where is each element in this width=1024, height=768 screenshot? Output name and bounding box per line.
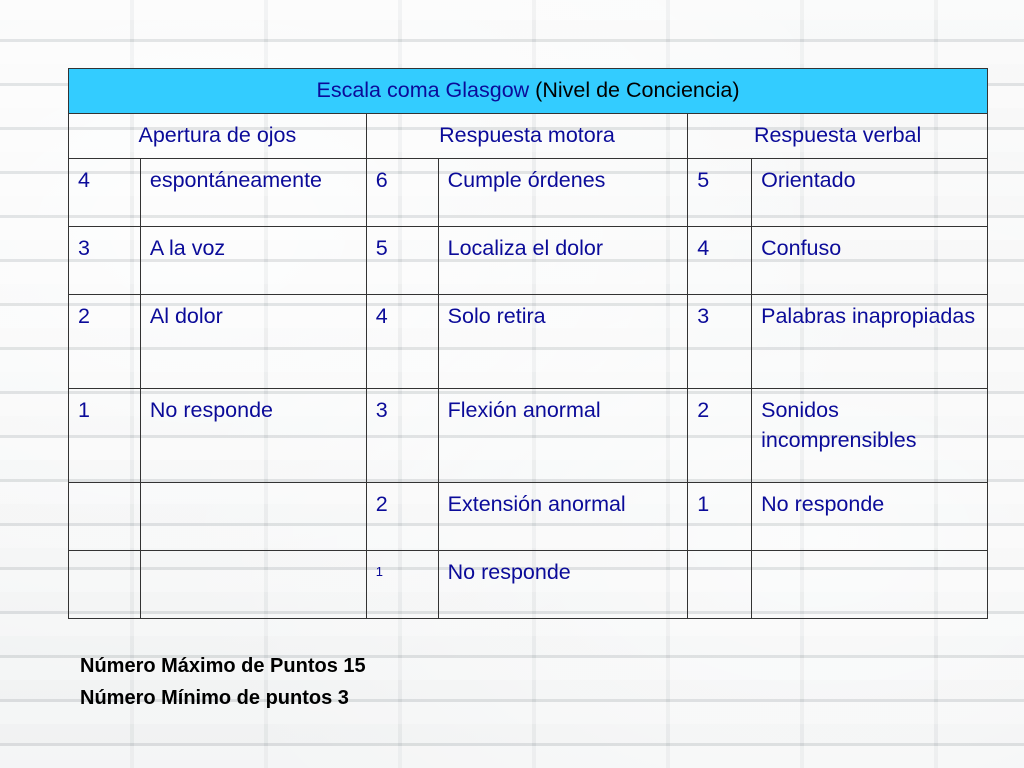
verbal-label: Sonidos incomprensibles	[752, 389, 988, 483]
table-title-main: Escala coma Glasgow	[316, 78, 530, 102]
motor-score: 2	[366, 483, 438, 551]
verbal-label	[752, 551, 988, 619]
eye-label: A la voz	[140, 227, 366, 295]
verbal-label: No responde	[752, 483, 988, 551]
table-row	[69, 159, 988, 227]
motor-score: 1	[366, 551, 438, 619]
table-row	[69, 389, 988, 483]
eye-score	[69, 551, 141, 619]
eye-label: Al dolor	[140, 295, 366, 389]
verbal-score: 1	[688, 483, 752, 551]
motor-score: 4	[366, 295, 438, 389]
motor-label: Cumple órdenes	[438, 159, 688, 227]
verbal-score: 5	[688, 159, 752, 227]
table-title	[69, 69, 988, 114]
motor-score: 6	[366, 159, 438, 227]
motor-label: Localiza el dolor	[438, 227, 688, 295]
score-summary	[80, 650, 366, 714]
verbal-score: 2	[688, 389, 752, 483]
verbal-score	[688, 551, 752, 619]
motor-score: 5	[366, 227, 438, 295]
motor-label: Extensión anormal	[438, 483, 688, 551]
eye-score: 2	[69, 295, 141, 389]
max-points-text: Número Máximo de Puntos 15	[80, 655, 366, 677]
eye-label	[140, 483, 366, 551]
verbal-score: 3	[688, 295, 752, 389]
motor-label: Flexión anormal	[438, 389, 688, 483]
glasgow-coma-scale-table	[68, 68, 988, 619]
eye-label: No responde	[140, 389, 366, 483]
motor-label: Solo retira	[438, 295, 688, 389]
min-points-text: Número Mínimo de puntos 3	[80, 687, 349, 709]
table-title-row	[69, 69, 988, 114]
verbal-label: Confuso	[752, 227, 988, 295]
verbal-label: Orientado	[752, 159, 988, 227]
column-header-row	[69, 114, 988, 159]
eye-label: espontáneamente	[140, 159, 366, 227]
table-row	[69, 483, 988, 551]
motor-score: 3	[366, 389, 438, 483]
column-header-verbal: Respuesta verbal	[688, 114, 988, 159]
eye-score: 1	[69, 389, 141, 483]
eye-score: 3	[69, 227, 141, 295]
table-title-sub: (Nivel de Conciencia)	[535, 78, 740, 102]
verbal-score: 4	[688, 227, 752, 295]
table-row	[69, 551, 988, 619]
table-row	[69, 295, 988, 389]
table-row	[69, 227, 988, 295]
column-header-motor: Respuesta motora	[366, 114, 687, 159]
eye-score: 4	[69, 159, 141, 227]
eye-score	[69, 483, 141, 551]
verbal-label: Palabras inapropiadas	[752, 295, 988, 389]
motor-label: No responde	[438, 551, 688, 619]
eye-label	[140, 551, 366, 619]
column-header-eye: Apertura de ojos	[69, 114, 367, 159]
